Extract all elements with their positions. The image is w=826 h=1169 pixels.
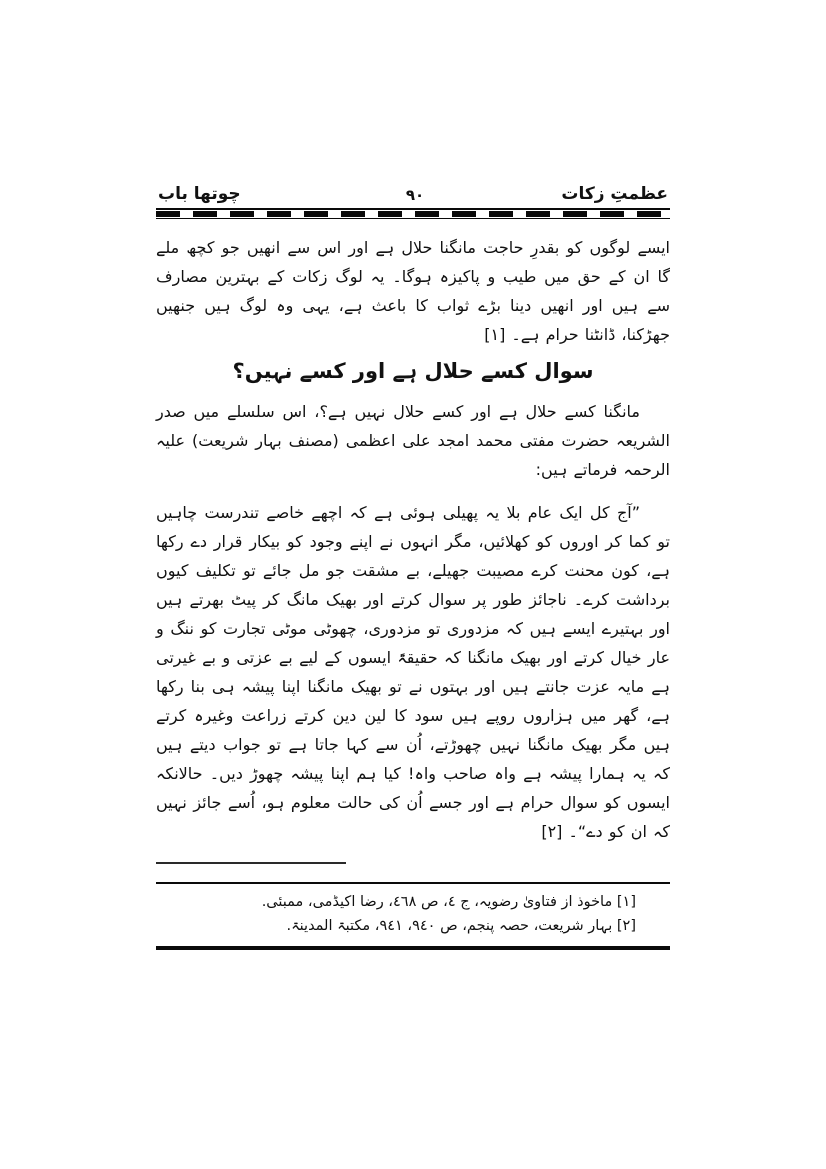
continuation-paragraph: ایسے لوگوں کو بقدرِ حاجت مانگنا حلال ہے اور اس سے انھیں جو کچھ ملے گا ان کے حق میں طیب و پاکیزہ ہوگا۔ یہ لوگ زکات کے بہترین مصارف سے ہیں اور انھیں دینا بڑے ثواب کا باعث ہے، یہی وہ لوگ ہیں جنھیں جھڑکنا، ڈانٹنا حرام ہے۔ [۱] [156, 238, 670, 344]
footnote-list [156, 884, 670, 944]
footnote-2 [156, 914, 636, 938]
body-text-block [156, 233, 670, 846]
intro-paragraph: مانگنا کسے حلال ہے اور کسے حلال نہیں ہے؟، اس سلسلے میں صدر الشریعہ حضرت مفتی محمد امجد علی اعظمی (مصنف بہار شریعت) علیہ الرحمہ فرماتے ہیں: [156, 402, 670, 479]
footnote-2-marker: [۲] [616, 918, 636, 934]
footnote-2-text: بہار شریعت، حصہ پنجم، ص ٩٤٠، ٩٤١، مکتبۃ المدینۃ. [286, 918, 613, 934]
footnote-1 [156, 890, 636, 914]
footnote-bottom-rule [156, 946, 670, 950]
section-heading: سوال کسے حلال ہے اور کسے نہیں؟ [232, 359, 594, 383]
quote-paragraph: ”آج کل ایک عام بلا یہ پھیلی ہوئی ہے کہ اچھے خاصے تندرست چاہیں تو کما کر اوروں کو کھلائیں، مگر انہوں نے اپنے وجود کو بیکار قرار دے رکھا ہے، کون محنت کرے مصیبت جھیلے، بے مشقت جو مل جائے تو تکلیف کیوں برداشت کرے۔ ناجائز طور پر سوال کرتے اور بھیک مانگ کر پیٹ بھرتے ہیں اور بہتیرے ایسے ہیں کہ مزدوری تو مزدوری، چھوٹی موٹی تجارت کو ننگ و عار خیال کرتے اور بھیک مانگنا کہ حقیقۃً ایسوں کے لیے بے عزتی و بے غیرتی ہے مایہ عزت جانتے ہیں اور بہتوں نے تو بھیک مانگنا اپنا پیشہ ہی بنا رکھا ہے، گھر میں ہزاروں روپے ہیں سود کا لین دین کرتے زراعت وغیرہ کرتے ہیں مگر بھیک مانگنا نہیں چھوڑتے، اُن سے کہا جاتا ہے تو جواب دیتے ہیں کہ یہ ہمارا پیشہ ہے واہ صاحب واہ! کیا ہم اپنا پیشہ چھوڑ دیں۔ حالانکہ ایسوں کو سوال حرام ہے اور جسے اُن کی حالت معلوم ہو، اُسے جائز نہیں کہ ان کو دے“۔ [۲] [156, 503, 670, 841]
footnote-1-marker: [۱] [616, 894, 636, 910]
page-number: ۹۰ [405, 186, 425, 204]
footnote-1-text: ماخوذ از فتاویٰ رضویہ، ج ٤، ص ٤٦٨، رضا اکیڈمی، ممبئی. [261, 894, 613, 910]
page-content [156, 184, 670, 864]
book-title: عظمتِ زکات [561, 184, 668, 204]
section-end-rule [156, 862, 346, 864]
header-divider-ornament [156, 208, 670, 219]
page-header [156, 184, 670, 208]
chapter-title: چوتھا باب [158, 184, 241, 204]
footnotes-section [156, 882, 670, 950]
